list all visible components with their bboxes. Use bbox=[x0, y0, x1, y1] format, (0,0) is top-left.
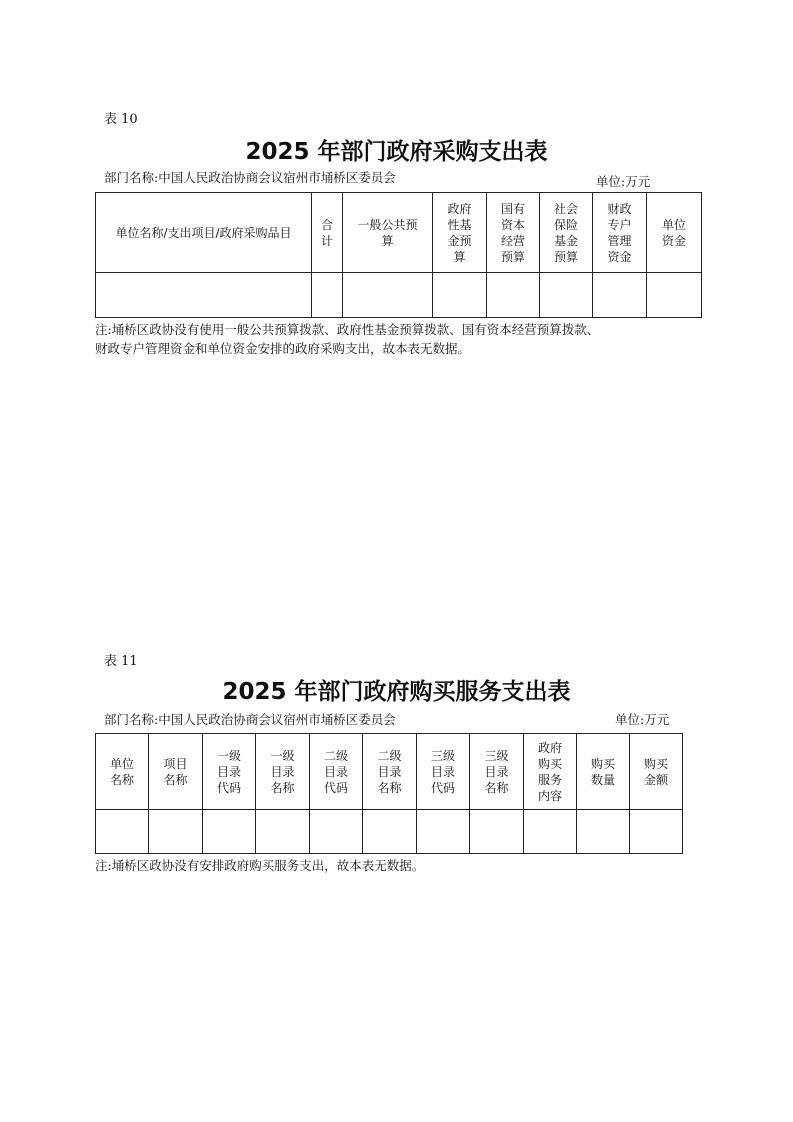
table-cell bbox=[630, 810, 683, 854]
table-11-department: 部门名称:中国人民政治协商会议宿州市埇桥区委员会 bbox=[104, 712, 396, 727]
table-cell bbox=[577, 810, 630, 854]
t11-header-amount bbox=[630, 734, 683, 810]
header-line: 目录 bbox=[270, 764, 295, 779]
t10-header-social-insurance bbox=[540, 193, 593, 273]
header-line: 购买 bbox=[537, 756, 562, 771]
header-line: 管理 bbox=[607, 233, 632, 248]
header-line: 基金 bbox=[553, 233, 578, 248]
t11-header-level3-code bbox=[417, 734, 470, 810]
header-line: 预算 bbox=[500, 249, 525, 264]
table-cell bbox=[433, 273, 487, 318]
header-line: 代码 bbox=[323, 780, 348, 795]
header-line: 政府 bbox=[447, 201, 472, 216]
header-line: 名称 bbox=[484, 780, 509, 795]
table-cell bbox=[149, 810, 203, 854]
header-line: 代码 bbox=[216, 780, 241, 795]
header-line: 目录 bbox=[216, 764, 241, 779]
table-11-note: 注:埇桥区政协没有安排政府购买服务支出，故本表无数据。 bbox=[95, 858, 425, 873]
table-11-service-purchase bbox=[95, 733, 683, 854]
table-10-title: 2025 年部门政府采购支出表 bbox=[245, 139, 548, 165]
header-line: 金预 bbox=[447, 233, 472, 248]
table-cell bbox=[417, 810, 470, 854]
t10-header-general-budget bbox=[343, 193, 433, 273]
table-cell bbox=[593, 273, 647, 318]
header-line: 一级 bbox=[216, 748, 241, 763]
header-line: 算 bbox=[381, 233, 394, 248]
table-10-procurement bbox=[95, 192, 702, 318]
table-11-header-row bbox=[96, 734, 683, 810]
header-line: 合 bbox=[320, 217, 333, 232]
table-10-note bbox=[95, 320, 735, 358]
header-line: 数量 bbox=[590, 772, 615, 787]
table-cell bbox=[487, 273, 540, 318]
header-line: 单位名称/支出项目/政府采购品目 bbox=[115, 225, 292, 240]
header-line: 政府 bbox=[537, 740, 562, 755]
header-line: 内容 bbox=[537, 788, 562, 803]
table-cell bbox=[470, 810, 524, 854]
table-10-label: 表 10 bbox=[104, 112, 138, 127]
header-line: 二级 bbox=[377, 748, 402, 763]
table-11-title: 2025 年部门政府购买服务支出表 bbox=[222, 679, 571, 705]
header-line: 计 bbox=[320, 233, 333, 248]
header-line: 二级 bbox=[323, 748, 348, 763]
table-cell bbox=[524, 810, 577, 854]
header-line: 名称 bbox=[109, 772, 134, 787]
t10-header-special-account bbox=[593, 193, 647, 273]
t11-header-level3-name bbox=[470, 734, 524, 810]
header-line: 三级 bbox=[430, 748, 455, 763]
table-10-empty-row bbox=[96, 273, 702, 318]
table-11-label: 表 11 bbox=[104, 654, 138, 669]
header-line: 金额 bbox=[643, 772, 668, 787]
table-10-note-line-1: 注:埇桥区政协没有使用一般公共预算拨款、政府性基金预算拨款、国有资本经营预算拨款、 bbox=[95, 322, 600, 337]
t10-header-gov-fund bbox=[433, 193, 487, 273]
header-line: 一般公共预 bbox=[357, 217, 418, 232]
header-line: 资本 bbox=[500, 217, 525, 232]
header-line: 国有 bbox=[500, 201, 525, 216]
t10-header-unit-fund bbox=[647, 193, 702, 273]
header-line: 购买 bbox=[590, 756, 615, 771]
t11-header-project-name bbox=[149, 734, 203, 810]
table-cell bbox=[647, 273, 702, 318]
t11-header-level2-name bbox=[363, 734, 417, 810]
t11-header-unit-name bbox=[96, 734, 149, 810]
t11-header-level1-name bbox=[256, 734, 310, 810]
t10-header-state-capital bbox=[487, 193, 540, 273]
table-10-unit: 单位:万元 bbox=[596, 174, 651, 189]
header-line: 名称 bbox=[377, 780, 402, 795]
header-line: 目录 bbox=[377, 764, 402, 779]
table-cell bbox=[363, 810, 417, 854]
table-cell bbox=[343, 273, 433, 318]
t11-header-level2-code bbox=[310, 734, 363, 810]
table-10-header-row bbox=[96, 193, 702, 273]
header-line: 资金 bbox=[661, 233, 686, 248]
t10-header-total bbox=[312, 193, 343, 273]
header-line: 经营 bbox=[500, 233, 525, 248]
table-11-unit: 单位:万元 bbox=[615, 712, 670, 727]
table-cell bbox=[96, 810, 149, 854]
table-cell bbox=[312, 273, 343, 318]
table-cell bbox=[310, 810, 363, 854]
header-line: 性基 bbox=[447, 217, 472, 232]
header-line: 名称 bbox=[163, 772, 188, 787]
header-line: 三级 bbox=[484, 748, 509, 763]
t10-header-unit-item bbox=[96, 193, 312, 273]
header-line: 预算 bbox=[553, 249, 578, 264]
t11-header-service-content bbox=[524, 734, 577, 810]
t11-header-quantity bbox=[577, 734, 630, 810]
header-line: 一级 bbox=[270, 748, 295, 763]
table-cell bbox=[96, 273, 312, 318]
table-cell bbox=[256, 810, 310, 854]
header-line: 社会 bbox=[553, 201, 578, 216]
table-cell bbox=[540, 273, 593, 318]
table-10-department: 部门名称:中国人民政治协商会议宿州市埇桥区委员会 bbox=[104, 170, 396, 185]
header-line: 资金 bbox=[607, 249, 632, 264]
header-line: 单位 bbox=[661, 217, 686, 232]
header-line: 目录 bbox=[430, 764, 455, 779]
header-line: 单位 bbox=[109, 756, 134, 771]
header-line: 专户 bbox=[607, 217, 632, 232]
table-11-empty-row bbox=[96, 810, 683, 854]
header-line: 购买 bbox=[643, 756, 668, 771]
header-line: 服务 bbox=[537, 772, 562, 787]
t11-header-level1-code bbox=[203, 734, 256, 810]
header-line: 目录 bbox=[484, 764, 509, 779]
header-line: 代码 bbox=[430, 780, 455, 795]
header-line: 保险 bbox=[553, 217, 578, 232]
header-line: 目录 bbox=[323, 764, 348, 779]
header-line: 名称 bbox=[270, 780, 295, 795]
header-line: 算 bbox=[453, 249, 466, 264]
table-10-note-line-2: 财政专户管理资金和单位资金安排的政府采购支出，故本表无数据。 bbox=[95, 341, 471, 356]
table-cell bbox=[203, 810, 256, 854]
header-line: 项目 bbox=[163, 756, 188, 771]
header-line: 财政 bbox=[607, 201, 632, 216]
